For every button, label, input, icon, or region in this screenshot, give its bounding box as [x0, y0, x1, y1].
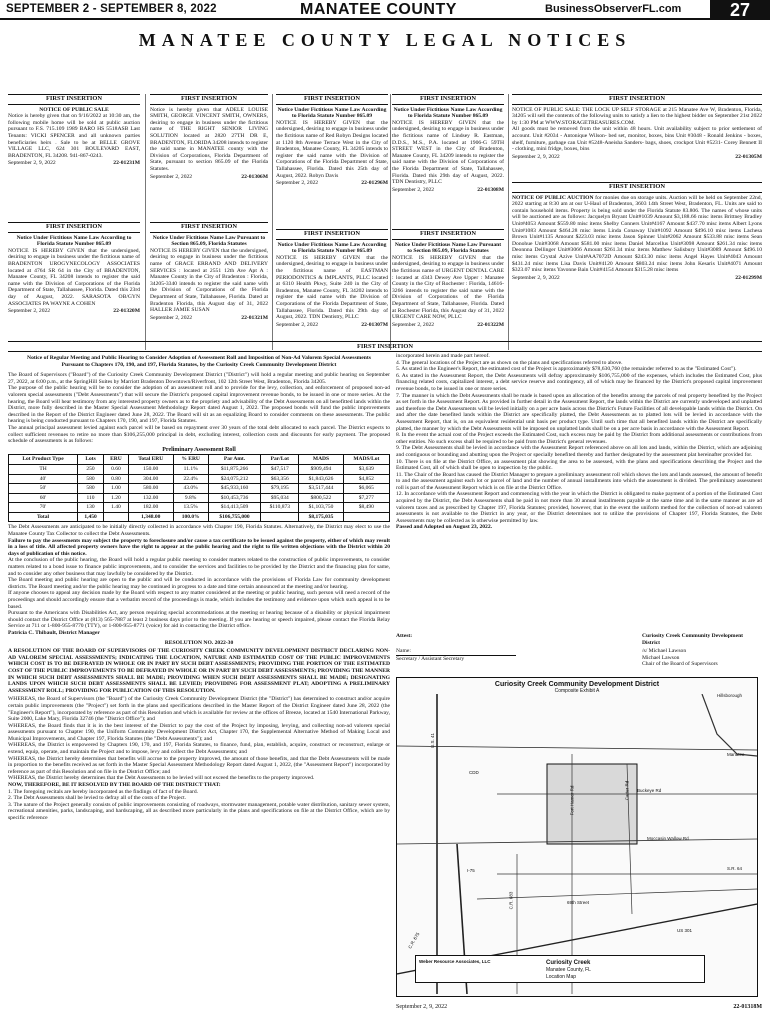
notice-date: September 2, 2022 [150, 314, 193, 321]
notice-footer [392, 187, 504, 194]
notice-date: September 2, 2022 [276, 180, 319, 187]
notice-code: 22-01318M [733, 1004, 762, 1010]
notice-code: 22-01305M [735, 153, 762, 160]
paragraph: The Board of Supervisors ("Board") of the Curiosity Creek Community Development District ("District") will hold a regular meeting and public hearing on September 27, 2022, at 6:00 p.m., at the SpringHill Suites by Marriott Bradenton Downtown/Riverfront, 102 12th Street West, Bradenton, Florida 34205. [8, 372, 390, 385]
table-cell: $10,453,736 [208, 493, 261, 503]
paragraph: 2. The Debt Assessments shall be levied to defray all of the costs of the Project. [8, 795, 187, 802]
table-cell: $3,639 [343, 464, 389, 474]
notice-footer [150, 315, 268, 322]
table-cell: $800,522 [299, 493, 343, 503]
table-header-cell: Par/Lot [261, 455, 299, 465]
notice-date: September 2, 9, 2022 [512, 153, 560, 160]
resolution-item: incorporated herein and made part hereof. [396, 353, 490, 359]
road-69th [477, 889, 757, 899]
cdd-notice-title: Notice of Regular Meeting and Public Hearing to Consider Adoption of Assessment Roll and Imposition of Non-Ad Valorem Special Assessments Pursuant to Chapters 170, 190, and 197, Florida Statutes, by the Curiosity Creek Community Development District [27, 355, 371, 368]
legend-map: Location Map [546, 974, 577, 980]
table-cell: Total [9, 512, 78, 522]
notice-code: 22-01306M [241, 173, 268, 180]
resolution-item: 7. The manner in which the Debt Assessments shall be made is based upon an allocation of the benefits among the parcels of real property benefited by the Project as set forth in the Assessment Report. As provided in further detail in the Assessment Report, the lands within the District are currently undeveloped and unplatted and therefore the Debt Assessments will be levied initially on a per acre basis across the District's Future Facilities of all developable lands within the District. On and after the date benefited lands within the District are specifically platted, the Debt Assessments as to platted lots will be levied in accordance with the Assessment Report, that is, on an equivalent residential unit basis per product type. Until such time that all benefited lands within the District are specifically platted, the manner by which the Debt Assessments will be imposed on unplatted lands shall be on a per acre basis in accordance with the Assessment Report. [396, 392, 762, 432]
notice-body: NOTICE IS HEREBY GIVEN that the undersigned, desiring to engage in business under the fictitious name of BRADENTON UROGYNECOLOGY ASSOCIATES located at 4764 SR 64 in the City of BRADENTON, Manatee County, FL 34208 intends to register the said name with the Division of Corporations of the Florida Department of State, Tallahassee, Florida. Dated this 23rd day of August, 2022. SARASOTA OB/GYN ASSOCIATES PA WAYNE A COHEN [8, 247, 140, 307]
table-cell: 304.00 [128, 474, 173, 484]
table-cell: $909,494 [299, 464, 343, 474]
table-header-cell: Total ERU [128, 455, 173, 465]
table-cell: $63,356 [261, 474, 299, 484]
table-cell: $24,075,212 [208, 474, 261, 484]
notice-body: Notice is hereby given that ADELE LOUISE SMITH, GEORGE VINCENT SMITH, OWNERS, desiring to engage in business under the fictitious name of THE RIGHT SENIOR LIVING SOLUTION located at 2820 27TH DR E, BRADENTON, FLORIDA 34208 intends to register the said name in MANATEE county with the Division of Corporations, Florida Department of State, pursuant to section 865.09 of the Florida Statutes. [150, 106, 268, 172]
resolution-item: 6. As stated in the Assessment Report, the Debt Assessments will defray approximately $106,755,000 of the expenses, which includes the Estimated Cost, plus financing related costs, capitalized interest, a debt service reserve and contingency, all of which may be financed by the District's proposed capital improvement revenue bonds, to be issued in one or more series. [396, 372, 762, 392]
insertion-label: FIRST INSERTION [276, 229, 388, 240]
table-cell: 580.00 [128, 484, 173, 494]
signature-block [396, 633, 762, 668]
table-row [9, 512, 390, 522]
table-cell: 580 [78, 474, 104, 484]
notice-body: NOTICE IS HEREBY GIVEN that the undersigned, desiring to engage in business under the fictitious name of GRACE ERRAND AND DELIVERY SERVICES : located at 2551 12th Ave Apt A : Manatee County in the City of Bradenton : Florida, 34205-3340 intends to register the said name with the Division of Corporations of the Florida Department of State, Tallahassee, Florida. Dated at Bradenton Florida, this August day of 31, 2022 HALLER JAMIE SUSAN [150, 247, 268, 314]
table-row [9, 503, 390, 513]
notice-title: Notice Under Fictitious Name Law Pursuant to Section 865.09, Florida Statutes [152, 234, 266, 248]
legend-company: Weber Resource Associates, LLC [419, 959, 491, 964]
resolution-item: 8. In the event the actual cost of the Project exceeds the Estimated Cost, such excess may be paid by the District from additional assessments or contributions from other entities. No such excess shall be required to be paid from the District's general revenues. [396, 432, 762, 445]
secretary-title: Secretary / Assistant Secretary [396, 655, 516, 663]
table-caption: Preliminary Assessment Roll [162, 446, 236, 453]
page-number: 27 [710, 0, 770, 20]
attest-label: Attest: [396, 633, 413, 639]
table-row [9, 484, 390, 494]
table-cell: 60' [9, 493, 78, 503]
table-cell: $1,843,626 [299, 474, 343, 484]
insertion-label: FIRST INSERTION [512, 94, 762, 105]
table-cell: 1,348.00 [128, 512, 173, 522]
table-cell: $95,034 [261, 493, 299, 503]
table-cell: 100.0% [173, 512, 208, 522]
page-header [0, 0, 770, 20]
table-cell: 182.00 [128, 503, 173, 513]
issue-dates: SEPTEMBER 2 - SEPTEMBER 8, 2022 [6, 3, 217, 15]
resolution-item: 4. The general locations of the Project are as shown on the plans and specifications referred to above. [396, 359, 623, 366]
resolution-number: RESOLUTION NO. 2022-30 [164, 639, 234, 646]
notice-urgent-dental [392, 229, 504, 350]
notice-footer [8, 308, 140, 315]
insertion-label: FIRST INSERTION [150, 94, 268, 105]
notice-title: NOTICE OF PUBLIC AUCTION [512, 194, 594, 201]
notice-body: All goods must be removed from the unit within 48 hours. Unit availability subject to prior settlement of account. Unit #2034 - Antonique Wilson- bed set, monitor, boxes, bins Unit #3048 - Ronald Jenkins - boxes, shelf, furniture, garbage can Unit #5248-Aneisha Sanders- bags, shoes, crockpot Unit #5231- Corey Bennett II - clothing, mini fridge, boxes, bins [512, 126, 762, 153]
resolution-item: 11. The Chair of the Board has caused the District Manager to prepare a preliminary assessment roll which shows the lots and lands assessed, the amount of benefit to and the assessment against each lot or parcel of land and the number of annual installments into which the assessment is divided. The preliminary assessment roll is part of the Assessment Report which is on file at the District Office. [396, 471, 762, 491]
notice-grace-errand [150, 222, 268, 350]
table-cell: 50' [9, 484, 78, 494]
resolution-item: Passed and Adopted on August 23, 2022. [396, 524, 493, 531]
table-cell: 11.1% [173, 464, 208, 474]
table-cell: $4,852 [343, 474, 389, 484]
table-cell: $47,517 [261, 464, 299, 474]
table-cell: 1.20 [104, 493, 129, 503]
label-buckeye: Buckeye Rd [637, 788, 662, 793]
notice-title: Notice Under Fictitious Name Law According to Florida Statute Number 865.09 [277, 241, 387, 255]
district-name: Curiosity Creek Community Development District [642, 633, 744, 646]
notice-footer [512, 275, 762, 282]
notice-date: September 2, 2022 [276, 321, 319, 328]
paragraph: 3. The nature of the Project generally consists of public improvements consisting of roadways, stormwater management, potable water distribution, sanitary sewer system, recreational amenities, parks, landscaping, and hardscaping, all as described more particularly in the plans and specifications on file at the District Office, which are by specific reference [8, 801, 390, 821]
map-subtitle: Composite Exhibit A [554, 688, 600, 694]
label-manatee: Manatee [727, 752, 745, 757]
chair-title: Chair of the Board of Supervisors [642, 661, 718, 668]
table-body [9, 464, 390, 522]
notice-code: 22-01296M [361, 180, 388, 187]
district-manager: Patricia C. Thibault, District Manager [8, 629, 100, 636]
map-title: Curiosity Creek Community Development District [494, 681, 660, 688]
notice-lock-up-storage [512, 94, 762, 180]
paragraph: WHEREAS, the District is empowered by Chapters 190, 170, and 197, Florida Statutes, to finance, fund, plan, establish, acquire, construct or reconstruct, enlarge or extend, equip, operate, and maintain the Project and to impose, levy and collect the Debt Assessments; and [8, 742, 390, 756]
label-carter: Carter Rd [624, 780, 630, 801]
label-hillsborough: Hillsborough [717, 693, 743, 698]
label-69th: 69th Street [567, 900, 590, 905]
table-cell: 22.4% [173, 474, 208, 484]
table-cell: $45,933,160 [208, 484, 261, 494]
notice-public-sale [8, 94, 140, 229]
table-row [9, 464, 390, 474]
table-cell: $106,755,000 [208, 512, 261, 522]
notice-code: 22-01322M [477, 321, 504, 328]
notice-date: September 2, 2022 [150, 173, 193, 180]
table-cell: 43.0% [173, 484, 208, 494]
table-cell: 70' [9, 503, 78, 513]
cdd-boundary [547, 764, 637, 844]
resolution-item: 9. The Debt Assessments shall be levied in accordance with the Assessment Report referenced above on all lots and lands, within the District, which are adjoining and contiguous or bounding and abutting upon the Project or specially benefited thereby and further designated by the assessment plat hereinafter provided for. [396, 445, 762, 458]
label-us301: US 301 [677, 928, 693, 933]
name-label: Name: [396, 648, 411, 655]
table-cell: 1.00 [104, 484, 129, 494]
table-cell: 110 [78, 493, 104, 503]
insertion-label: FIRST INSERTION [392, 94, 504, 105]
paragraph: The annual principal assessment levied against each parcel will be based on repayment over 30 years of the total debt allocated to each parcel. The District expects to collect sufficient revenues to retire no more than $106,255,000 principal in debt, excluding interest, collection costs and discounts for early payment. The proposed schedule of assessments is as follows: [8, 424, 390, 445]
table-header-cell: Par Amt. [208, 455, 261, 465]
paragraph: Pursuant to the Americans with Disabilities Act, any person requiring special accommodations at the meeting or hearing because of a disability or physical impairment should contact the District Office at (813) 565-7887 at least 2 business days prior to the meeting. If you are hearing or speech impaired, please contact the Florida Relay Service at 711 or 1-800-955-8770 (TTY), or 1-800-955-8771 (voice) for aid in contacting the District office. [8, 610, 390, 630]
table-header-cell: Lots [78, 455, 104, 465]
insertion-label: FIRST INSERTION [8, 94, 140, 105]
paragraph: WHEREAS, the Board of Supervisors (the "Board") of the Curiosity Creek Community Development District (the "District") has determined to construct and/or acquire certain public improvements (the "Project") set forth in the plans and specifications described in the Master Report of the District Engineer dated June 28, 2022 (the "Engineer's Report"), incorporated by reference as part of this Resolution and which is available for review at the offices of Breeze, located at 1540 International Parkway, Suite 2000, Lake Mary, Florida 32746 (the "District Office"); and [8, 696, 390, 723]
label-cr683: C.R. 683 [508, 891, 514, 910]
label-moccasin: Moccasin Wallow Rd [647, 836, 689, 841]
insertion-label: FIRST INSERTION [8, 341, 762, 352]
notice-code: 22-01231M [113, 160, 140, 167]
notice-body: NOTICE IS HEREBY GIVEN that the undersigned, desiring to engage in business under the fictitious name of Red Robyn Designs located at 1120 8th Avenue Terrace West in the City of Bradenton, Manatee County, FL 34205 intends to register the said name with the Division of Corporations of the Florida Department of State, Tallahassee, Florida. Dated this 25th day of August, 2022. Robyn Davis [276, 119, 388, 179]
table-cell: $1,103,750 [299, 503, 343, 513]
table-row [9, 474, 390, 484]
notice-footer [512, 154, 762, 161]
website[interactable]: BusinessObserverFL.com [545, 3, 682, 15]
table-cell: $110,873 [261, 503, 299, 513]
notice-title: Notice Under Fictitious Name Law According to Florida Statute Number 865.09 [16, 234, 132, 248]
notice-footer [8, 160, 140, 167]
notice-footer [276, 322, 388, 329]
map-legend [415, 955, 705, 983]
column-divider [508, 94, 509, 350]
resolution-item: 10. There is on file at the District Office, an assessment plat showing the area to be assessed, with the plans and specifications describing the Project and the Estimated Cost, all of which shall be open to inspection by the public. [396, 458, 762, 472]
notice-eastman-dds [392, 94, 504, 229]
label-i75: I-75 [467, 868, 475, 873]
cdd-footer [396, 1004, 762, 1010]
paragraph: WHEREAS, the District hereby determines that the Debt Assessments to be levied will not exceed the benefits to the property improved. [8, 775, 315, 782]
label-cdd: CDD [469, 770, 479, 775]
paragraph: WHEREAS, the District hereby determines that benefits will accrue to the property improved, the amount of those benefits, and that the Debt Assessments will be made in proportion to the benefits received as set forth in the Master Special Assessment Methodology Report dated August 1, 2022, (the "Assessment Report") incorporated by reference as part of this Resolution and on file in the District Office; and [8, 755, 390, 775]
paragraph: At the conclusion of the public hearing, the Board will hold a regular public meeting to consider matters related to the construction of public improvements, to consider matters related to a bond issue to finance public improvements, and to consider the services and facilities to be provided by the District and the financing plan for same, and to consider any other business that may lawfully be considered by the District. [8, 557, 390, 577]
notice-footer [150, 174, 268, 181]
table-cell [343, 512, 389, 522]
cdd-notice-right [396, 353, 762, 629]
table-cell: 40' [9, 474, 78, 484]
notice-title: Notice Under Fictitious Name Law Pursuant to Section 865.09, Florida Statutes [394, 241, 502, 255]
notice-code: 22-01321M [241, 314, 268, 321]
notice-title: Notice Under Fictitious Name Law According to Florida Statute Number 865.09 [393, 106, 503, 120]
legend-project: Curiosity Creek [546, 960, 591, 966]
table-header-row [9, 455, 390, 465]
notice-right-senior [150, 94, 268, 229]
notice-title: Notice Under Fictitious Name Law According to Florida Statute Number 865.09 [277, 106, 387, 120]
paragraph: 1. The foregoing recitals are hereby incorporated as the findings of fact of the Board. [8, 788, 199, 795]
table-cell [104, 512, 129, 522]
table-cell: 580 [78, 484, 104, 494]
label-us41: U.S. 41 [430, 732, 436, 749]
insertion-label: FIRST INSERTION [512, 182, 762, 193]
chair-name: Michael Lawson [642, 654, 680, 661]
notice-footer [276, 180, 388, 187]
insertion-label: FIRST INSERTION [150, 222, 268, 233]
table-cell: $6,065 [343, 484, 389, 494]
table-cell: 0.60 [104, 464, 129, 474]
notice-title: NOTICE OF PUBLIC SALE: THE LOCK UP SELF STORAGE at 215 Manatee Ave W, Bradenton, Florida, 34205 will sell the contents of the following units to satisfy a lien to the highest bidder on September 21st 2022 by 1:30 PM at WWW.STORAGETREASURES.COM. [512, 106, 762, 126]
resolution-item: 5. As stated in the Engineer's Report, the estimated cost of the Project is approximately $78,630,760 (the remainder referred to as the "Estimated Cost"). [396, 366, 737, 373]
notice-eastman-perio [276, 229, 388, 350]
table-cell: 132.00 [128, 493, 173, 503]
label-sr64: S.R. 64 [727, 866, 743, 871]
notice-body: NOTICE IS HEREBY GIVEN that the undersigned, desiring to engage in business under the fictitious name of EASTMAN PERIODONTICS & IMPLANTS, PLLC located at 6310 Health Pkwy, Suite 240 in the City of Bradenton, Manatee County, FL 34202 intends to register the said name with the Division of Corporations of the Florida Department of State, Tallahassee, Florida. Dated this 29th day of August, 2022. TDN Dentistry, PLLC [276, 254, 388, 321]
county-line [397, 746, 757, 750]
notice-date: September 2, 9, 2022 [512, 274, 560, 281]
notice-code: 22-01320M [113, 308, 140, 315]
notice-urogynecology [8, 222, 140, 350]
table-cell: 9.8% [173, 493, 208, 503]
cdd-notice-left [8, 353, 390, 1013]
notice-uhaul-auction [512, 182, 762, 350]
table-cell: 1,450 [78, 512, 104, 522]
table-cell: TH [9, 464, 78, 474]
notice-body: NOTICE IS HEREBY GIVEN that the undersigned, desiring to engage in business under the fictitious name of URGENT DENTAL CARE : located at 4343 Dewey Ave Upper : Manatee County in the City of Rochester : Florida, 14616-3266 intends to register the said name with the Division of Corporations of the Florida Department of State, Tallahassee, Florida. Dated at Rochester Florida, this August day of 31, 2022 URGENT CARE NOW, PLLC [392, 254, 504, 321]
legend-place: Manatee County, FL [546, 967, 591, 973]
table-cell [261, 512, 299, 522]
assessment-table [8, 447, 390, 523]
notice-date: September 2, 2022 [8, 308, 51, 315]
table-cell: $79,195 [261, 484, 299, 494]
resolution-heading: A RESOLUTION OF THE BOARD OF SUPERVISORS OF THE CURIOSITY CREEK COMMUNITY DEVELOPMENT DISTRICT DECLARING NON-AD VALOREM SPECIAL ASSESSMENTS; INDICATING THE LOCATION, NATURE AND ESTIMATED COST OF THE PUBLIC IMPROVEMENTS WHICH COST IS TO BE DEFRAYED IN WHOLE OR IN PART BY SUCH DEBT ASSESSMENTS; PROVIDING THE PORTION OF THE ESTIMATED COST OF THE PUBLIC IMPROVEMENTS TO BE DEFRAYED IN WHOLE OR IN PART BY SUCH DEBT ASSESSMENTS; PROVIDING THE MANNER IN WHICH SUCH DEBT ASSESSMENTS SHALL BE MADE; PROVIDING WHEN SUCH DEBT ASSESSMENTS SHALL BE MADE; DESIGNATING LANDS UPON WHICH SUCH DEBT ASSESSMENTS SHALL BE LEVIED; PROVIDING FOR ASSESSMENT PLAT; ADOPTING A PRELIMINARY ASSESSMENT ROLL; PROVIDING FOR PUBLICATION OF THIS RESOLUTION. [8, 648, 390, 694]
table-cell: $11,875,266 [208, 464, 261, 474]
notice-body: for monies due on storage units. Auction will be held on September 22nd, 2022 starting at 8:30 am at our U-Haul of Bradenton, 3603 14th Street West, Bradenton, FL. Units are said to contain household items. Property is being sold under the Florida Statute 83.806. The names of whose units will be auctioned are as follows: Jacquelyn Bryant Unit#1039 Amount $3,188.66 misc items Brittney Bradley Unit#4053 Amount $559.80 misc items Shelby Conners Unit#4167 Amount $437.70 misc items Albert Lyons Unit#1083 Amount $464.28 misc items Linda Conaway Unit#1092 Amount $496.10 misc items Lachesa Brown Unit#1135 Amount $223.03 misc items Jason Spinner Unit#2062 Amount $533.88 misc items Sean Donohue Unit#3068 Amount $581.00 misc items Daniel Marcellus Unit#3098 Amount $261.34 misc items Deonnna Dellinger Unit#3066 Amount $261.34 misc items Matthew Salisbury Unit#3089 Amount $496.10 misc items Crystal Azive Unit#AA7072D Amount $243.30 misc items Angel Hayes Unit#4043 Amount $431.24 misc items Lisa Davis Unit#4120 Amount $803.24 misc items John Kesaris Unit#4071 Amount $323.07 misc items Yavonne Bain Unit#4154 Amount $315.28 misc items [512, 194, 762, 274]
section-banner: MANATEE COUNTY LEGAL NOTICES [138, 30, 632, 50]
notice-code: 22-01299M [735, 274, 762, 281]
river [702, 694, 757, 756]
table-cell: 250 [78, 464, 104, 474]
paragraph: NOW, THEREFORE, BE IT RESOLVED BY THE BOARD OF THE DISTRICT THAT: [8, 782, 221, 789]
map-graphic [397, 694, 757, 994]
table-cell: $8,490 [343, 503, 389, 513]
label-fort-hamer: Fort Hamer Rd [569, 785, 575, 816]
notice-date: September 2, 9, 2022 [396, 1004, 448, 1010]
location-map [396, 677, 758, 997]
notice-code: 22-01307M [361, 321, 388, 328]
table-header-cell: MADS/Lot [343, 455, 389, 465]
table-row [9, 493, 390, 503]
paragraph: The Debt Assessments are anticipated to be initially directly collected in accordance with Chapter 190, Florida Statutes. Alternatively, the District may elect to use the Manatee County Tax Collector to collect the Debt Assessments. [8, 524, 390, 538]
resolution-item: 12. In accordance with the Assessment Report and commencing with the year in which the District is obligated to make payment of a portion of the Estimated Cost acquired by the District, the Debt Assessments shall be paid in not more than 30 annual installments payable at the same time and in the same manner as are ad valorem taxes and as prescribed by Chapter 197, Florida Statutes; provided, however, that in the event the uniform method for the collection of non-ad valorem assessments is not available to the District in any year, or the District determines not to utilize the provisions of Chapter 197, Florida Statutes, the Debt Assessments may be collected as is otherwise permitted by law. [396, 491, 762, 524]
insertion-label: FIRST INSERTION [392, 229, 504, 240]
table-cell: $8,175,035 [299, 512, 343, 522]
table-cell: $3,517,444 [299, 484, 343, 494]
table-cell: 130 [78, 503, 104, 513]
column-divider [145, 94, 146, 350]
label-cr675: C.R. 675 [407, 931, 421, 950]
paragraph: The Board meeting and public hearing are open to the public and will be conducted in accordance with the provisions of Florida Law for community development districts. The Board meeting and/or the public hearing may be continued in progress to a date and time certain announced at the meeting and/or hearing. [8, 577, 390, 590]
notice-code: 22-01308M [477, 186, 504, 193]
table-cell: 0.80 [104, 474, 129, 484]
table-cell: $14,413,509 [208, 503, 261, 513]
paragraph: Failure to pay the assessments may subject the property to foreclosure and/or cause a tax certificate to be issued against the property, either of which may result in a loss of title. All affected property owners have the right to appear at the public hearing and the right to file written objections with the District within 20 days of publication of this notice. [8, 537, 390, 557]
notice-body: Notice is hereby given that on 9/16/2022 at 10:30 am, the following mobile home will be sold at public auction pursuant to F.S. 715.109 1989 BARO HS 5518ASB Last Tenants: VICKI SPENCER and all unknown parties beneficiaries heirs . Sale to be at BELLE GROVE VILLAGE LLC, 624 301 BOULEVARD EAST, BRADENTON, FL 34208. 941-867-0243. [8, 113, 140, 159]
notice-red-robyn [276, 94, 388, 229]
notice-title: NOTICE OF PUBLIC SALE [39, 106, 109, 113]
table-header-cell: % ERU [173, 455, 208, 465]
paragraph: WHEREAS, the Board finds that it is in the best interest of the District to pay the cost of the Project by imposing, levying, and collecting non-ad valorem special assessments pursuant to Chapter 190, the Uniform Community Development District Act, Chapter 170, the Supplemental Alternative Method of Making Local and Municipal Improvements, and Chapter 197, Florida Statutes (the "Debt Assessments"); and [8, 722, 390, 742]
notice-date: September 2, 9, 2022 [8, 160, 56, 167]
signature-line: /s/ Michael Lawson [642, 648, 687, 655]
column-divider [390, 94, 391, 350]
notice-date: September 2, 2022 [392, 321, 435, 328]
table-cell: 150.00 [128, 464, 173, 474]
paragraph: If anyone chooses to appeal any decision made by the Board with respect to any matter considered at the meeting or public hearing, such person will need a record of the proceedings and should accordingly ensure that a verbatim record of the proceedings is made, which includes the testimony and evidence upon which such appeal is to be based. [8, 590, 390, 610]
notice-date: September 2, 2022 [392, 186, 435, 193]
insertion-label: FIRST INSERTION [8, 222, 140, 233]
table-cell: 13.5% [173, 503, 208, 513]
table-cell: $7,277 [343, 493, 389, 503]
table-header-cell: ERU [104, 455, 129, 465]
section-county: MANATEE COUNTY [300, 1, 457, 18]
table-header-cell: Lot Product Type [9, 455, 78, 465]
insertion-label: FIRST INSERTION [276, 94, 388, 105]
table-cell: 1.40 [104, 503, 129, 513]
column-divider [272, 94, 273, 350]
notice-body: NOTICE IS HEREBY GIVEN that the undersigned, desiring to engage in business under the fictitious name of Lindsey R. Eastman, D.D.S., M.S., P.A. located at 1906-G 59TH STREET WEST in the City of Bradenton, Manatee County, FL 34209 intends to register the said name with the Division of Corporations of the Florida Department of State, Tallahassee, Florida. Dated this 29th day of August, 2022. TDN Dentistry, PLLC [392, 119, 504, 186]
paragraph: The purpose of the public hearing will be to consider the adoption of an assessment roll and to provide for the levy, collection, and enforcement of proposed non-ad valorem special assessments ("Debt Assessments") that will secure the District's proposed capital improvement revenue bonds, to be issued in one or more series. At the hearing, the Board will hear testimony from any interested property owners as to the propriety and advisability of the Debt Assessments on all benefitted lands within the District, more fully described in the Master Special Assessment Methodology Report dated August 1, 2022. The proposed bonds will fund the public improvements described in the Report of the District Engineer dated June 28, 2022. The Board will sit as an equalizing Board to consider comments on these assessments. The public hearing is being conducted pursuant to Chapters 170, 190, and 197, Florida Statutes. [8, 385, 390, 425]
table-header-cell: MADS [299, 455, 343, 465]
notice-footer [392, 322, 504, 329]
